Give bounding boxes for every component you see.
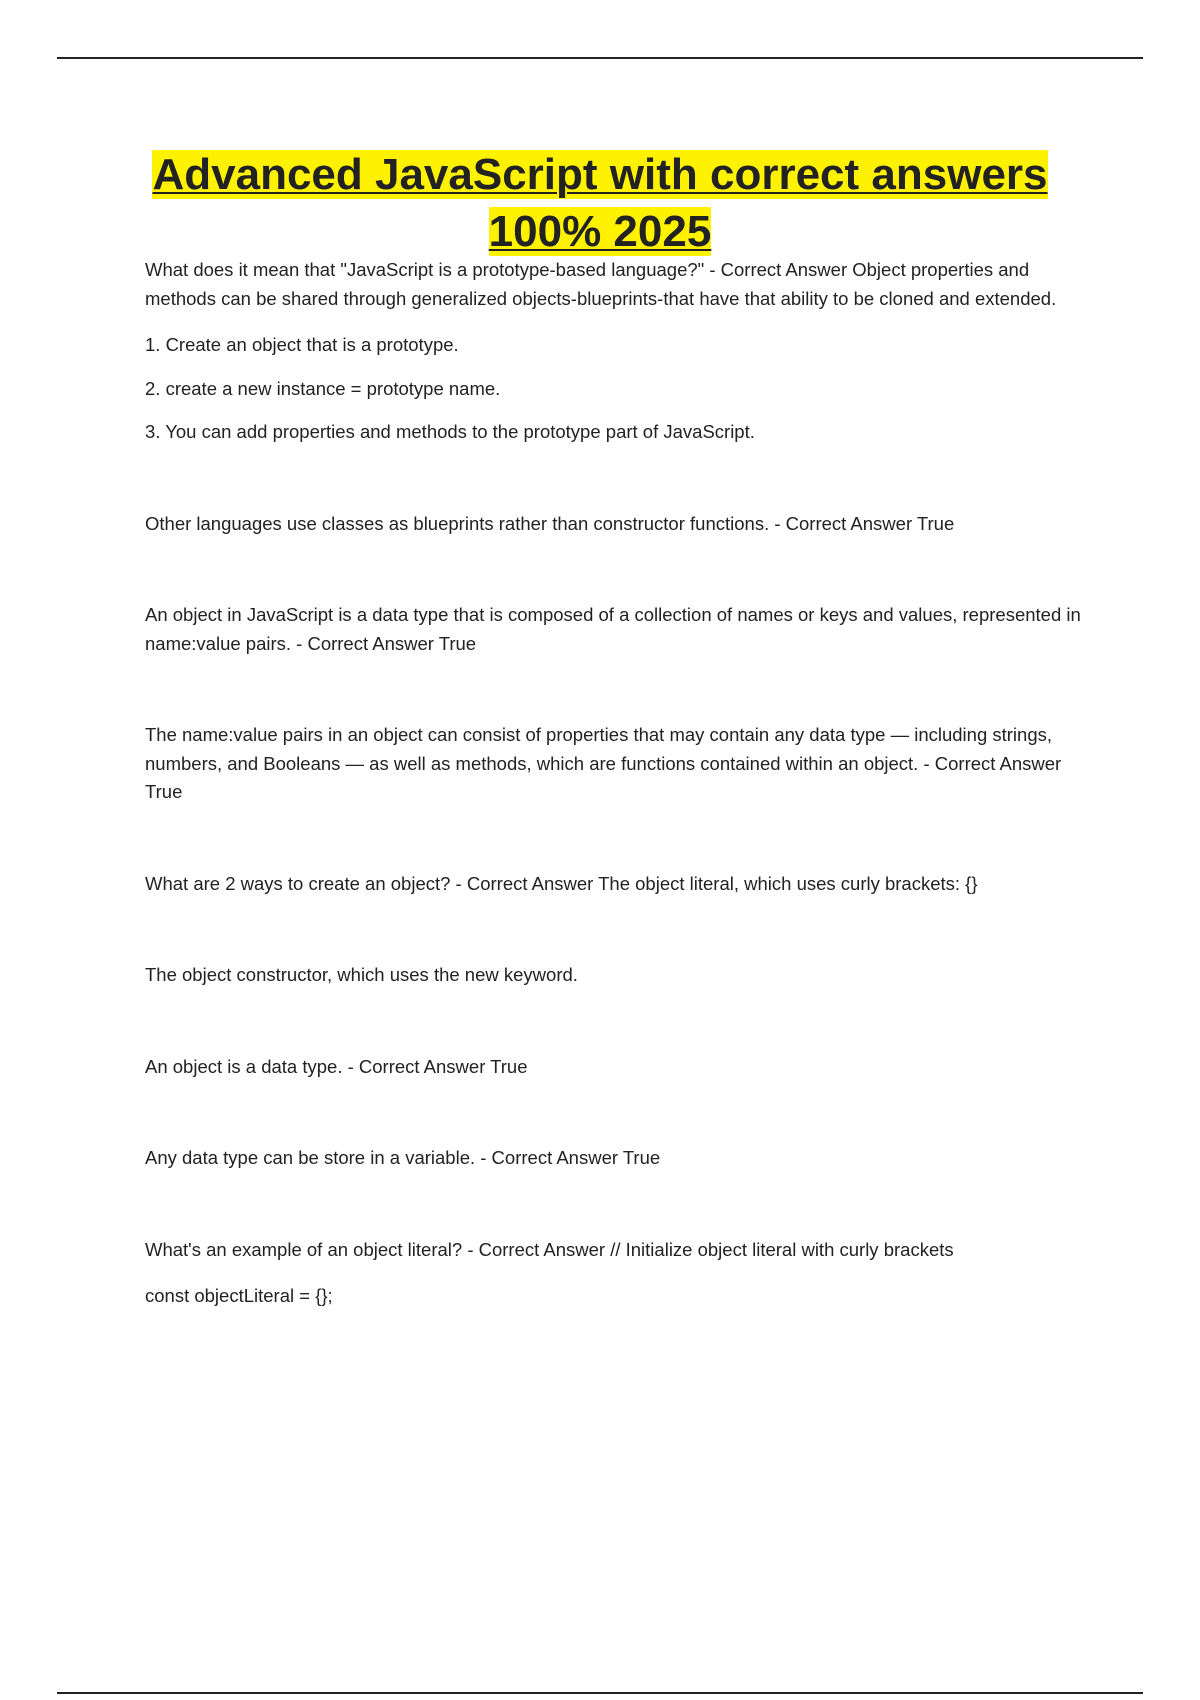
- paragraph-object-literal-example: What's an example of an object literal? - Correct Answer // Initialize object literal with curly brackets: [145, 1238, 954, 1260]
- paragraph-classes-blueprints: Other languages use classes as blueprints rather than constructor functions. - Correct Answer True: [145, 512, 955, 534]
- paragraph-name-value-pairs: The name:value pairs in an object can consist of properties that may contain any data type — including strings, numbers, and Booleans — as well as methods, which are functions contained within an object. - Correct Answer True: [145, 724, 1062, 802]
- paragraph-step-1: 1. Create an object that is a prototype.: [145, 334, 459, 355]
- paragraph-object-definition: An object in JavaScript is a data type that is composed of a collection of names or keys and values, represented in name:value pairs. - Correct Answer True: [145, 604, 1081, 654]
- paragraph-object-constructor: The object constructor, which uses the new keyword.: [145, 964, 578, 985]
- document-body: [145, 256, 1085, 1311]
- paragraph-variable-store: Any data type can be store in a variable. - Correct Answer True: [145, 1147, 661, 1168]
- paragraph-step-3: 3. You can add properties and methods to the prototype part of JavaScript.: [145, 421, 755, 442]
- paragraph-step-2: 2. create a new instance = prototype name.: [145, 377, 501, 399]
- bottom-rule: [57, 1692, 1143, 1694]
- paragraph-code-line: const objectLiteral = {};: [145, 1285, 333, 1306]
- top-rule: [57, 57, 1143, 59]
- document-title-block: [145, 146, 1055, 260]
- paragraph-two-ways: What are 2 ways to create an object? - Correct Answer The object literal, which uses curly brackets: {}: [145, 872, 978, 894]
- paragraph-prototype-question: What does it mean that "JavaScript is a prototype-based language?" - Correct Answer Object properties and methods can be shared through generalized objects-blueprints-that have that ability to be cloned and extended.: [145, 259, 1057, 309]
- document-title: Advanced JavaScript with correct answers 100% 2025: [152, 150, 1048, 256]
- paragraph-object-data-type: An object is a data type. - Correct Answer True: [145, 1055, 528, 1077]
